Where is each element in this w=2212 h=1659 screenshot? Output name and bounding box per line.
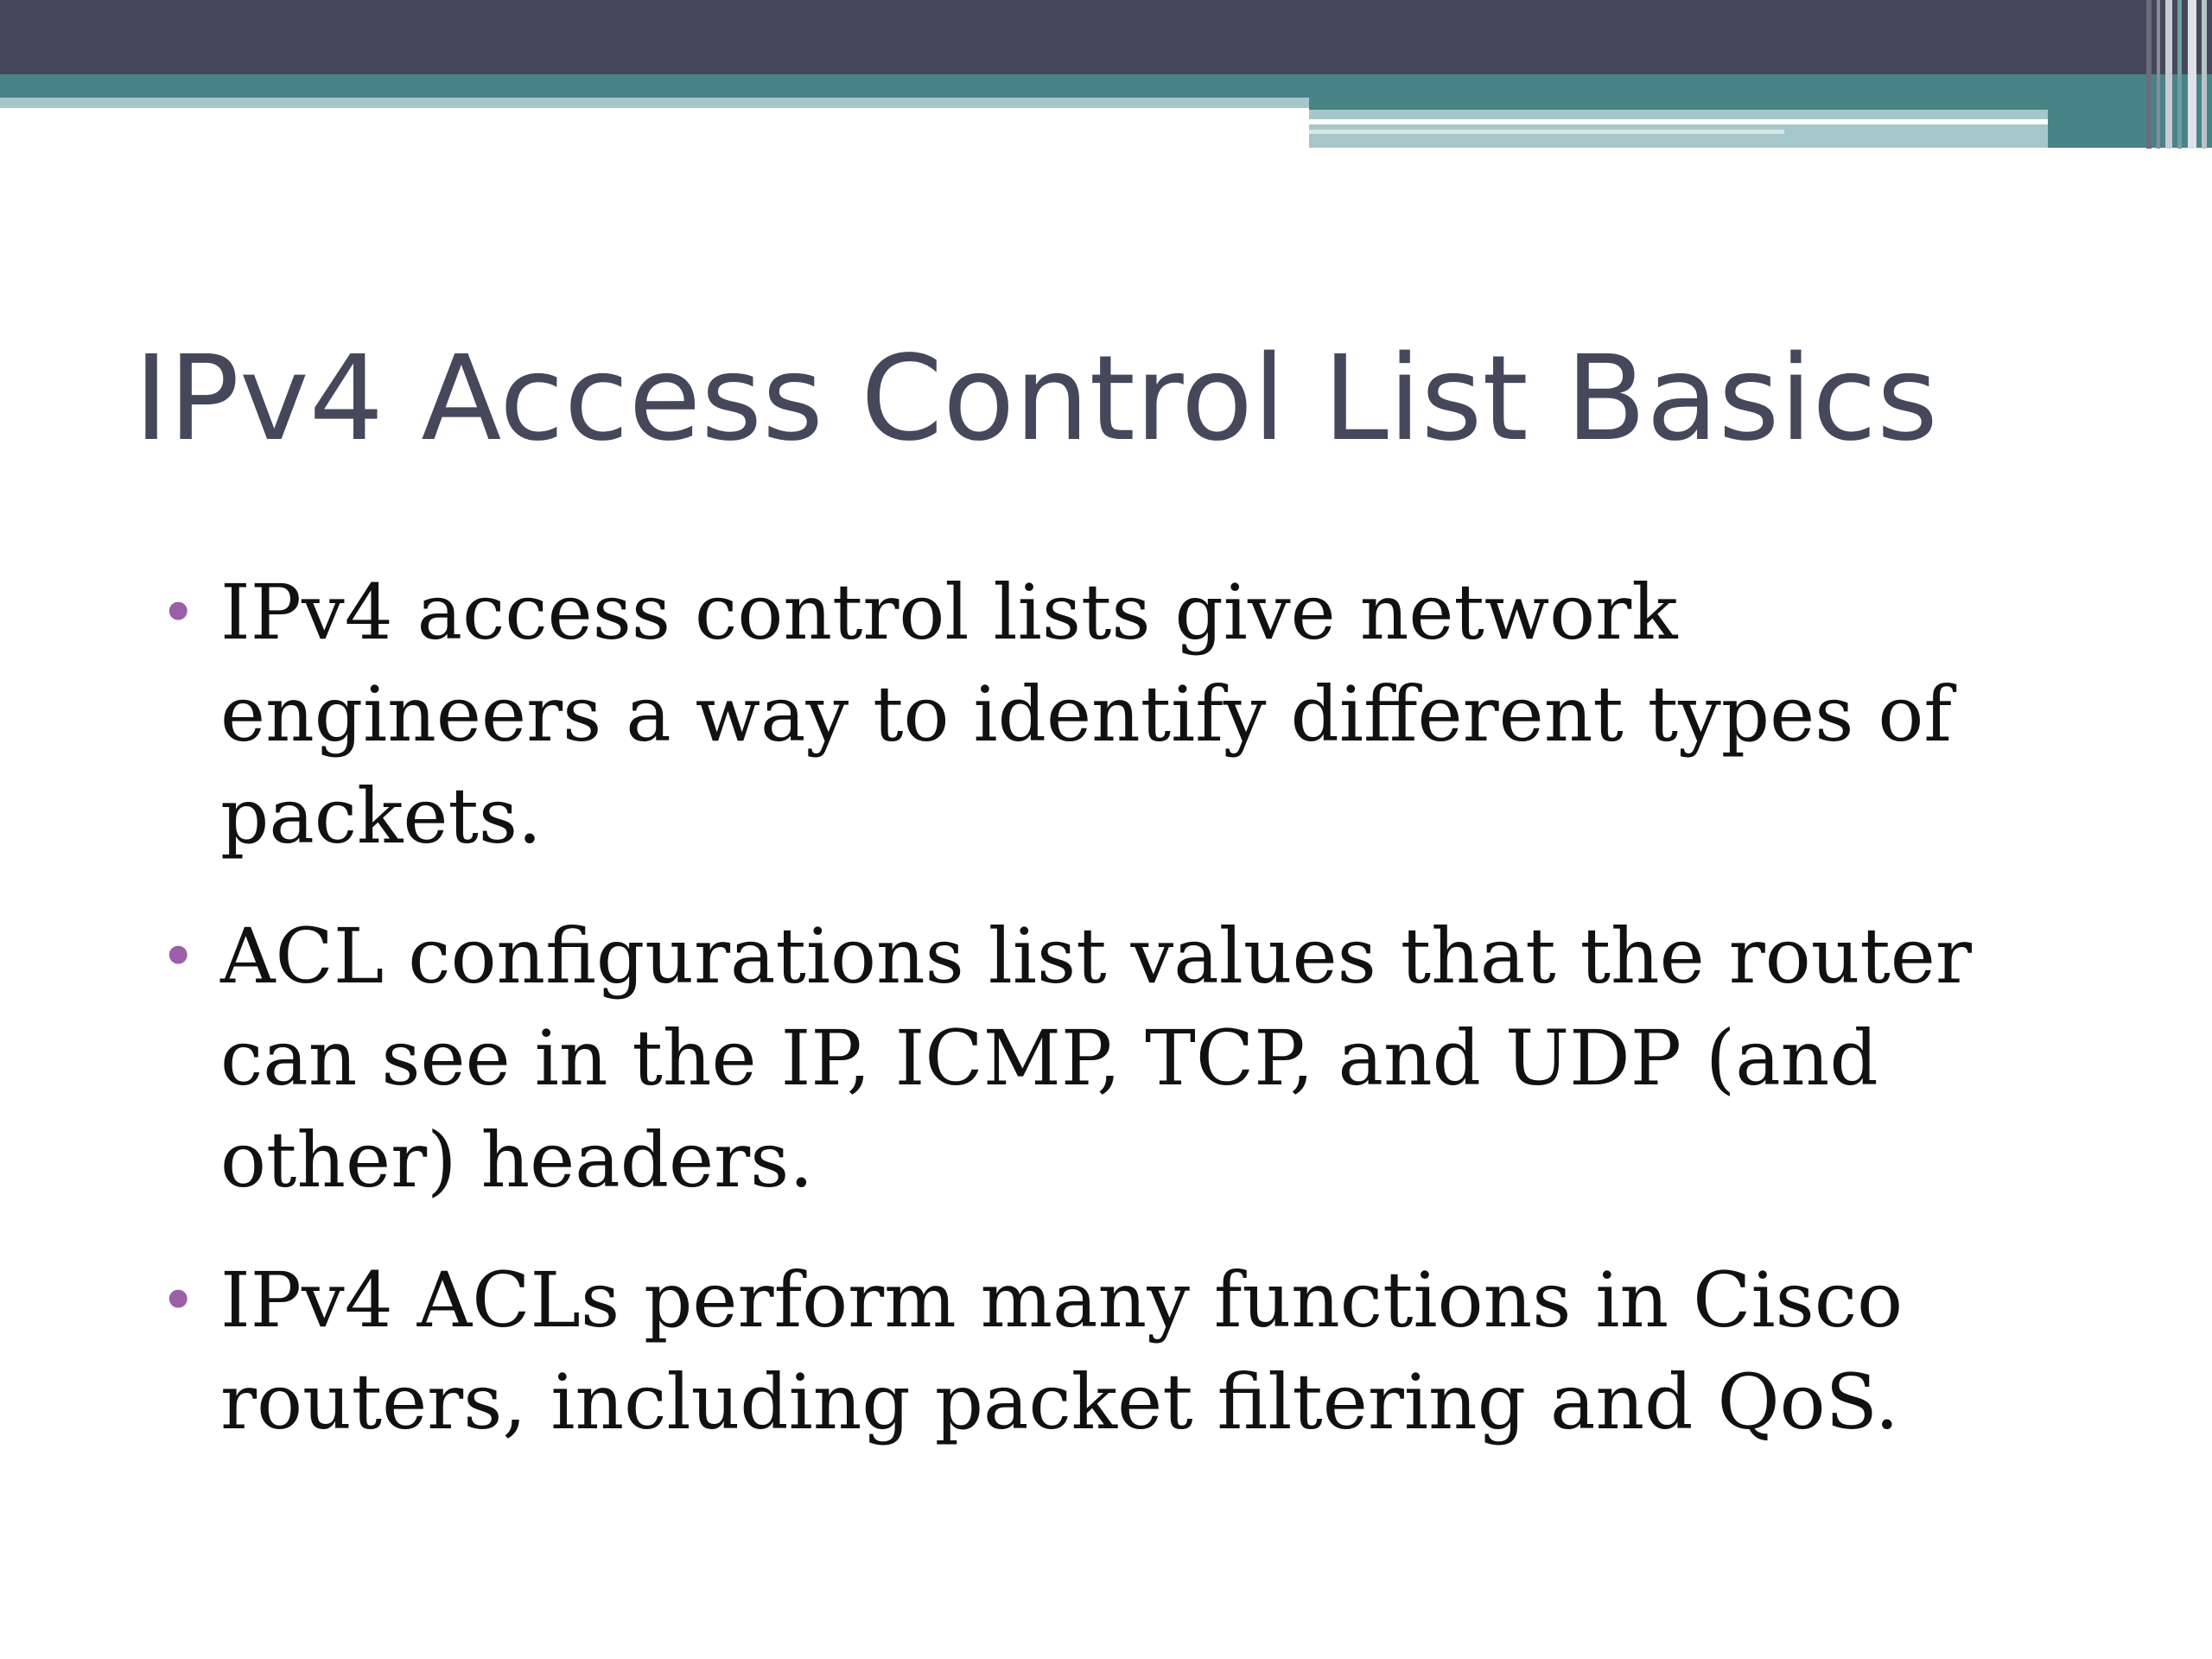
header-band-teal-light: [0, 98, 1309, 108]
edge-stripe: [2146, 0, 2152, 149]
bullet-text: IPv4 ACLs perform many functions in Cisco routers, including packet filtering and QoS.: [220, 1255, 1904, 1446]
edge-stripe: [2165, 0, 2172, 149]
header-accent-line-2: [1309, 130, 1784, 134]
bullet-item: [160, 1249, 2078, 1453]
edge-stripe: [2202, 0, 2207, 149]
bullet-text: IPv4 access control lists give network engineers a way to identify different types of packets.: [220, 568, 1952, 861]
header-band-dark: [0, 0, 2212, 74]
bullet-marker-icon: •: [160, 576, 197, 649]
header-band-teal: [0, 74, 2212, 98]
header-accent-line: [1309, 119, 2048, 124]
bullet-item: [160, 906, 2078, 1211]
bullet-marker-icon: •: [160, 1264, 197, 1337]
bullet-item: [160, 562, 2078, 868]
bullet-marker-icon: •: [160, 920, 197, 993]
header-right-inner: [1309, 110, 2048, 148]
edge-stripe: [2177, 0, 2182, 149]
edge-stripe: [2188, 0, 2196, 149]
bullet-text: ACL configurations list values that the router can see in the IP, ICMP, TCP, and UDP (and other) headers.: [220, 912, 1972, 1205]
edge-stripe: [2157, 0, 2160, 149]
slide-title: IPv4 Access Control List Basics: [134, 331, 1938, 467]
bullet-list: [160, 562, 2078, 1491]
